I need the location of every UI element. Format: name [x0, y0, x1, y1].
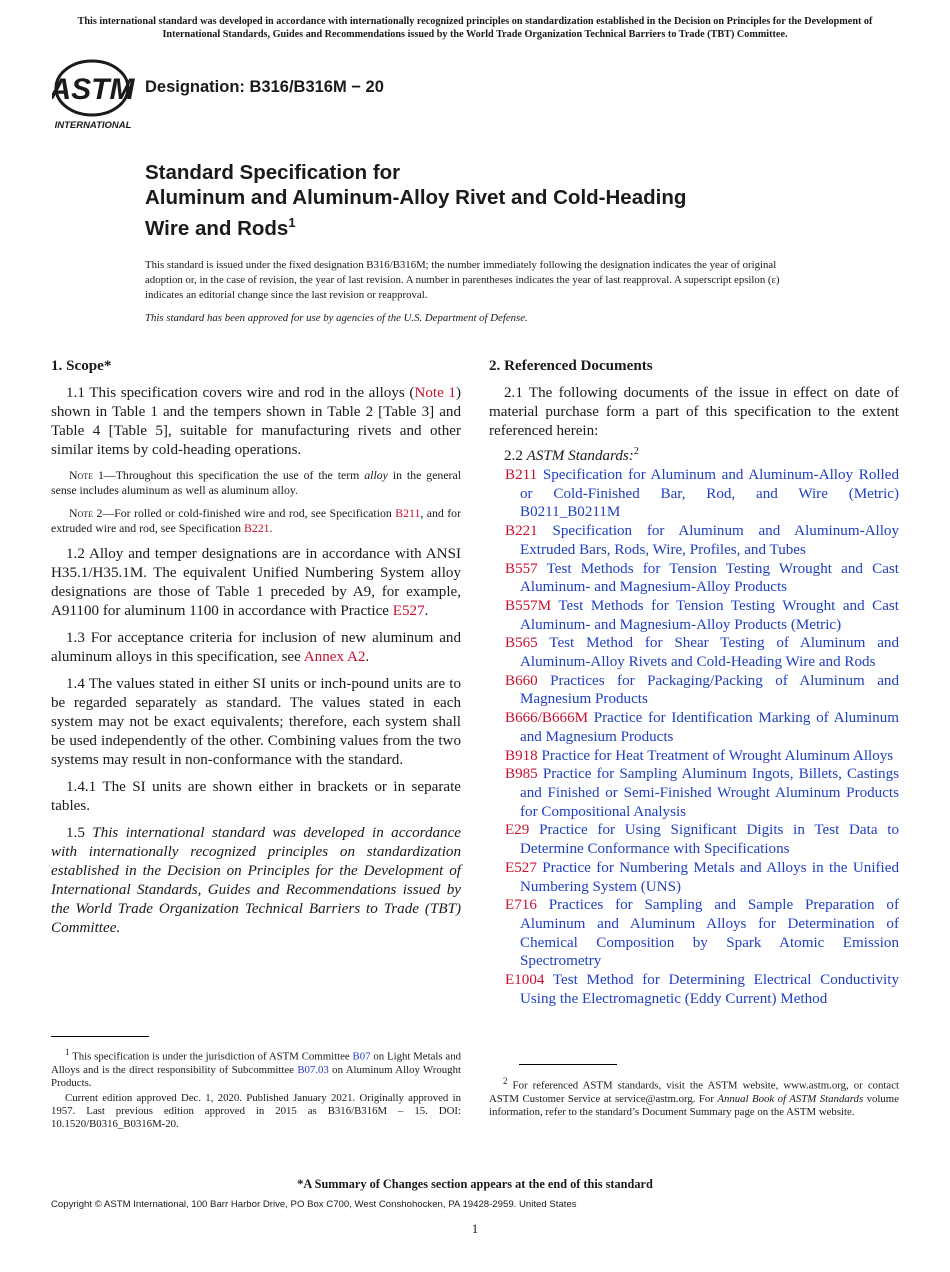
- title-line-1: Standard Specification for: [145, 161, 401, 184]
- issued-statement: This standard is issued under the fixed designation B316/B316M; the number immediately following the designation indicates the year of original adoption or, in the case of revision, the year of last revision. A number in parentheses indicates the year of last reapproval. A superscript epsilon (ε) indicates an editorial change since the last revision or reapproval.: [145, 259, 780, 301]
- reference-code-link[interactable]: B666/B666M: [505, 710, 589, 727]
- reference-title-link[interactable]: Practice for Sampling Aluminum Ingots, Billets, Castings and Finished or Semi-Finished Wrought Aluminum Products for Compositional Analysis: [520, 766, 899, 820]
- reference-title-link[interactable]: Practices for Packaging/Packing of Aluminum and Magnesium Products: [520, 672, 899, 708]
- reference-title-link[interactable]: Practices for Sampling and Sample Preparation of Aluminum and Aluminum Alloys for Determination of Chemical Composition by Spark Atomic Emission Spectrometry: [520, 897, 899, 970]
- reference-item: [505, 522, 899, 559]
- tbt-notice: This international standard was developed in accordance with internationally recognized principles on standardization established in the Decision on Principles for the Development of International Standards, Guides and Recommendations issued by the World Trade Organization Technical Barriers to Trade (TBT) Committee.: [77, 16, 873, 40]
- reference-code-link[interactable]: B221: [505, 523, 538, 540]
- reference-title-link[interactable]: Practice for Numbering Metals and Alloys in the Unified Numbering System (UNS): [520, 859, 899, 895]
- reference-list: [489, 466, 899, 1008]
- reference-title-link[interactable]: Test Method for Determining Electrical Conductivity Using the Electromagnetic (Eddy Current) Method: [520, 972, 899, 1007]
- b221-link[interactable]: B221: [243, 521, 270, 535]
- footnote-1: $^1$ This specification is under the jurisdiction of ASTM Committee B07 on Light Metals and Alloys and is the direct responsibility of Subcommittee B07.03 on Aluminum Alloy Wrought Products. Current edition approved Dec. 1, 2020. Published January 2021. Originally approved in 1957. Last previous edition approved in 2015 as B316/B316M – 15. DOI: 10.1520/B0316_B0316M-20.: [51, 1047, 462, 1130]
- reference-code-link[interactable]: B985: [505, 766, 538, 783]
- footnote-1-edition: Current edition approved Dec. 1, 2020. Published January 2021. Originally approved in 1957. Last previous edition approved in 2015 as B316/B316M – 15. DOI: 10.1520/B0316_B0316M-20.: [51, 1091, 461, 1130]
- reference-item: [505, 560, 899, 597]
- reference-title-link[interactable]: Practice for Heat Treatment of Wrought Aluminum Alloys: [541, 747, 894, 764]
- note-1-link[interactable]: Note 1: [414, 385, 456, 401]
- para-1-1: 1.1 This specification covers wire and rod in the alloys (Note 1) shown in Table 1 and the tempers shown in Table 2 [Table 3] and Table 4 [Table 5], suitable for manufacturing rivets and other similar items by cold-heading operations.: [51, 385, 461, 458]
- astm-logo: [52, 56, 136, 132]
- left-column: [51, 357, 461, 946]
- reference-item: [505, 747, 899, 766]
- reference-item: [505, 634, 899, 671]
- reference-item: [505, 597, 899, 634]
- page-number: 1: [471, 1221, 479, 1236]
- para-1-5: 1.5 This international standard was developed in accordance with internationally recognized principles on standardization established in the Decision on Principles for the Development of International Standards, Guides and Recommendations issued by the World Trade Organization Technical Barriers to Trade (TBT) Committee.: [51, 825, 462, 936]
- reference-title-link[interactable]: Test Methods for Tension Testing Wrought and Cast Aluminum- and Magnesium-Alloy Products: [520, 560, 899, 596]
- reference-code-link[interactable]: B557M: [505, 597, 552, 614]
- title-line-3: Wire and Rods$^1$: [145, 215, 296, 240]
- annex-a2-link[interactable]: Annex A2: [303, 649, 366, 665]
- note-2: Note 2—For rolled or cold-finished wire and rod, see Specification B211, and for extruded wire and rod, see Specification B221.: [51, 506, 461, 535]
- para-1-3: 1.3 For acceptance criteria for inclusion of new aluminum and aluminum alloys in this specification, see Annex A2.: [51, 630, 461, 665]
- reference-code-link[interactable]: B557: [505, 560, 538, 577]
- reference-code-link[interactable]: E1004: [505, 972, 545, 989]
- reference-title-link[interactable]: Test Methods for Tension Testing Wrought and Cast Aluminum- and Magnesium-Alloy Products (Metric): [520, 597, 899, 633]
- reference-item: [505, 765, 899, 821]
- dod-approval: This standard has been approved for use by agencies of the U.S. Department of Defense.: [145, 312, 528, 324]
- para-1-4: 1.4 The values stated in either SI units or inch-pound units are to be regarded separately as standard. The values stated in each system may not be exact equivalents; therefore, each system shall be used independently of the other. Combining values from the two systems may result in non-conformance with the standard.: [51, 676, 461, 768]
- svg-text:INTERNATIONAL: INTERNATIONAL: [54, 120, 132, 131]
- reference-item: [505, 896, 899, 971]
- copyright: Copyright © ASTM International, 100 Barr Harbor Drive, PO Box C700, West Conshohocken, PA 19428-2959. United States: [51, 1199, 577, 1210]
- reference-item: [505, 709, 899, 746]
- b211-link[interactable]: B211: [395, 506, 421, 520]
- reference-item: [505, 821, 899, 858]
- section-1-heading: 1. Scope*: [51, 358, 112, 374]
- reference-title-link[interactable]: Specification for Aluminum and Aluminum-Alloy Extruded Bars, Rods, Wire, Profiles, and Tubes: [520, 523, 899, 558]
- para-2-1: 2.1 The following documents of the issue in effect on date of material purchase form a part of this specification to the extent referenced herein:: [489, 385, 899, 439]
- svg-text:ASTM: ASTM: [52, 73, 135, 106]
- reference-title-link[interactable]: Practice for Using Significant Digits in Test Data to Determine Conformance with Specifications: [520, 822, 899, 858]
- reference-code-link[interactable]: B565: [505, 635, 538, 652]
- reference-code-link[interactable]: E527: [505, 859, 537, 876]
- section-2-heading: 2. Referenced Documents: [489, 358, 653, 374]
- reference-code-link[interactable]: B211: [505, 467, 538, 484]
- reference-item: [505, 672, 899, 709]
- reference-title-link[interactable]: Test Method for Shear Testing of Aluminum and Aluminum-Alloy Rivets and Cold-Heading Wire and Rods: [520, 635, 899, 671]
- title-line-2: Aluminum and Aluminum-Alloy Rivet and Cold-Heading: [145, 186, 687, 209]
- footnote-rule-right: [519, 1064, 617, 1065]
- reference-item: [505, 466, 899, 522]
- para-1-2: 1.2 Alloy and temper designations are in accordance with ANSI H35.1/H35.1M. The equivalent Unified Numbering System alloy designations are those of Table 1 preceded by A9, for example, A91100 for aluminum 1100 in accordance with Practice E527.: [51, 546, 461, 619]
- astm-logo-icon: [52, 56, 136, 132]
- e527-link[interactable]: E527: [392, 603, 425, 619]
- b07-03-link[interactable]: B07.03: [297, 1063, 329, 1076]
- reference-code-link[interactable]: E716: [505, 897, 537, 914]
- footnote-2: $^2$ For referenced ASTM standards, visit the ASTM website, www.astm.org, or contact ASTM Customer Service at service@astm.org. For Annual Book of ASTM Standards volume information, refer to the standard’s Document Summary page on the ASTM website.: [489, 1076, 899, 1118]
- reference-code-link[interactable]: E29: [505, 822, 530, 839]
- right-column: [489, 357, 899, 1008]
- reference-title-link[interactable]: Practice for Identification Marking of Aluminum and Magnesium Products: [520, 710, 899, 745]
- document-title: [145, 160, 865, 241]
- designation: Designation: B316/B316M − 20: [145, 78, 384, 96]
- reference-code-link[interactable]: B918: [505, 747, 538, 764]
- para-2-2: 2.2 ASTM Standards:$^2$: [504, 446, 639, 465]
- reference-code-link[interactable]: B660: [505, 672, 538, 689]
- reference-item: [505, 971, 899, 1008]
- reference-item: [505, 859, 899, 896]
- summary-of-changes-note: *A Summary of Changes section appears at the end of this standard: [297, 1177, 653, 1191]
- para-1-4-1: 1.4.1 The SI units are shown either in brackets or in separate tables.: [51, 779, 461, 814]
- note-1: Note 1—Throughout this specification the use of the term alloy in the general sense includes aluminum as well as aluminum alloy.: [51, 468, 462, 497]
- reference-title-link[interactable]: Specification for Aluminum and Aluminum-Alloy Rolled or Cold-Finished Bar, Rod, and Wire (Metric) B0211_B0211M: [520, 467, 899, 521]
- footnote-rule-left: [51, 1036, 149, 1037]
- b07-link[interactable]: B07: [352, 1050, 371, 1063]
- title-footnote-mark: 1: [288, 215, 296, 230]
